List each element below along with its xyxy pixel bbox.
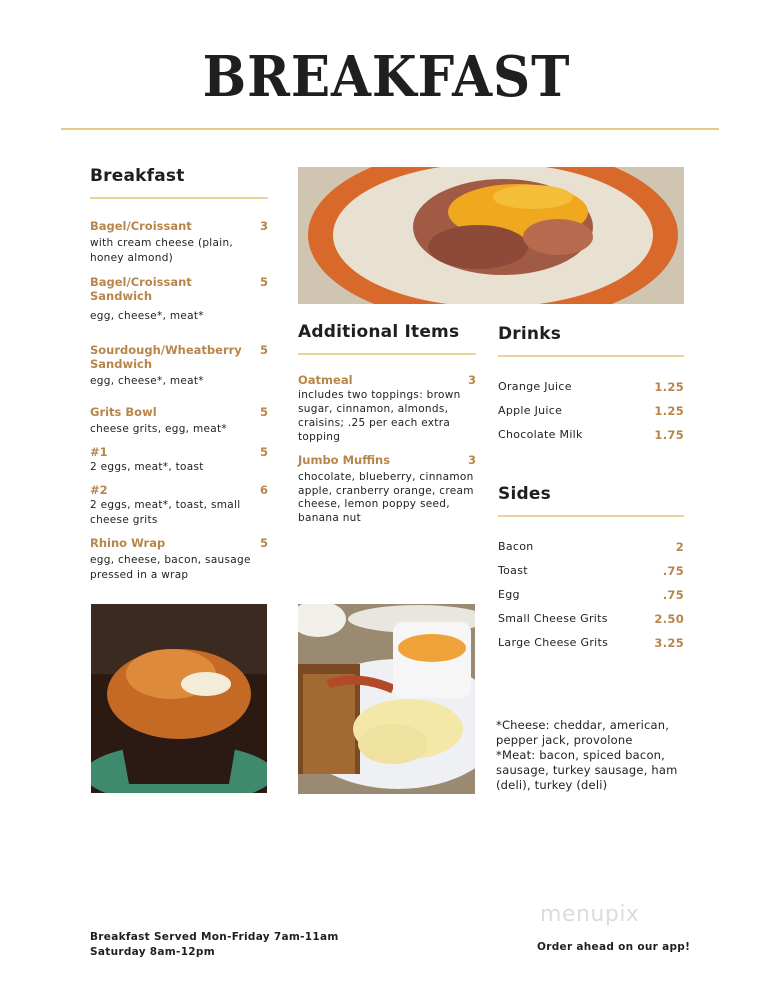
item-price: 2 — [675, 540, 684, 554]
breakfast-plate-photo — [298, 604, 475, 794]
item-name: Large Cheese Grits — [498, 636, 609, 649]
item-desc: cheese grits, egg, meat* — [90, 423, 227, 435]
section-title-drinks: Drinks — [498, 324, 562, 344]
title-divider — [61, 128, 719, 130]
item-name: #2 — [90, 483, 108, 497]
item-price: .75 — [662, 588, 684, 602]
item-name: Bacon — [498, 540, 534, 553]
menu-item — [298, 373, 476, 444]
item-price: 5 — [259, 405, 268, 419]
item-price: 5 — [259, 445, 268, 459]
side-row — [498, 563, 684, 587]
side-row — [498, 611, 684, 635]
section-divider — [498, 515, 684, 517]
cheese-note-text: *Cheese: cheddar, american, pepper jack, provolone — [496, 718, 670, 747]
cheese-note — [496, 718, 696, 748]
muffin-photo — [91, 604, 267, 793]
page-title: BREAKFAST — [202, 44, 571, 110]
section-divider — [90, 197, 268, 199]
section-title-breakfast: Breakfast — [90, 166, 185, 186]
grits-bowl-image — [298, 167, 684, 304]
meat-note — [496, 748, 696, 793]
item-desc: with cream cheese (plain, honey almond) — [90, 237, 234, 264]
item-price: 3 — [259, 219, 268, 233]
item-price: 5 — [259, 536, 268, 550]
item-price: 1.75 — [654, 428, 684, 442]
menu-item — [90, 275, 268, 324]
menu-item — [90, 343, 268, 389]
item-price: 1.25 — [654, 380, 684, 394]
item-desc: chocolate, blueberry, cinnamon apple, cranberry orange, cream cheese, lemon poppy seed, banana nut — [298, 471, 474, 524]
muffin-image — [91, 604, 267, 793]
menu-item — [90, 445, 268, 475]
item-name: Small Cheese Grits — [498, 612, 608, 625]
item-name: Grits Bowl — [90, 405, 157, 419]
menu-item — [90, 483, 268, 528]
item-desc: 2 eggs, meat*, toast, small cheese grits — [90, 499, 241, 526]
item-desc: 2 eggs, meat*, toast — [90, 461, 204, 473]
hours-line-2: Saturday 8am-12pm — [90, 946, 215, 958]
section-title-sides: Sides — [498, 484, 551, 504]
item-name: Oatmeal — [298, 373, 353, 387]
menupix-watermark: menupix — [540, 902, 640, 927]
item-price: 5 — [259, 275, 268, 289]
item-name: Bagel/Croissant — [90, 219, 192, 233]
menu-item — [90, 536, 268, 583]
item-price: 3 — [467, 453, 476, 467]
drink-row — [498, 403, 684, 427]
meat-note-text: *Meat: bacon, spiced bacon, sausage, turkey sausage, ham (deli), turkey (deli) — [496, 748, 678, 792]
item-name: Sourdough/Wheatberry Sandwich — [90, 343, 242, 371]
item-name: Toast — [498, 564, 528, 577]
plate-image — [298, 604, 475, 794]
side-row — [498, 539, 684, 563]
item-price: .75 — [662, 564, 684, 578]
item-desc: includes two toppings: brown sugar, cinnamon, almonds, craisins; .25 per each extra topping — [298, 389, 461, 443]
item-price: 5 — [259, 343, 268, 357]
drink-row — [498, 427, 684, 451]
drinks-section — [498, 324, 684, 451]
item-name: Orange Juice — [498, 380, 572, 393]
item-desc: egg, cheese*, meat* — [90, 310, 204, 322]
item-name: Bagel/Croissant Sandwich — [90, 275, 192, 303]
breakfast-section — [90, 166, 268, 583]
item-price: 2.50 — [654, 612, 684, 626]
item-desc: egg, cheese*, meat* — [90, 375, 204, 387]
hours-line-1: Breakfast Served Mon-Friday 7am-11am — [90, 931, 339, 943]
order-app-text: Order ahead on our app! — [537, 941, 691, 953]
sides-section — [498, 484, 684, 659]
drink-row — [498, 379, 684, 403]
item-price: 1.25 — [654, 404, 684, 418]
item-desc: egg, cheese, bacon, sausage pressed in a wrap — [90, 554, 251, 581]
menu-item — [90, 219, 268, 266]
side-row — [498, 587, 684, 611]
item-price: 3 — [467, 373, 476, 387]
section-title-additional: Additional Items — [298, 322, 460, 342]
grits-bowl-photo — [298, 167, 684, 304]
section-divider — [298, 353, 476, 355]
menu-item — [90, 405, 268, 437]
item-name: Chocolate Milk — [498, 428, 583, 441]
item-name: Apple Juice — [498, 404, 563, 417]
section-divider — [498, 355, 684, 357]
hours-info — [90, 930, 339, 960]
menu-item — [298, 453, 476, 525]
item-price: 6 — [259, 483, 268, 497]
item-name: Rhino Wrap — [90, 536, 166, 550]
item-name: #1 — [90, 445, 108, 459]
side-row — [498, 635, 684, 659]
item-name: Egg — [498, 588, 520, 601]
item-name: Jumbo Muffins — [298, 453, 391, 467]
item-price: 3.25 — [654, 636, 684, 650]
additional-items-section — [298, 322, 476, 525]
